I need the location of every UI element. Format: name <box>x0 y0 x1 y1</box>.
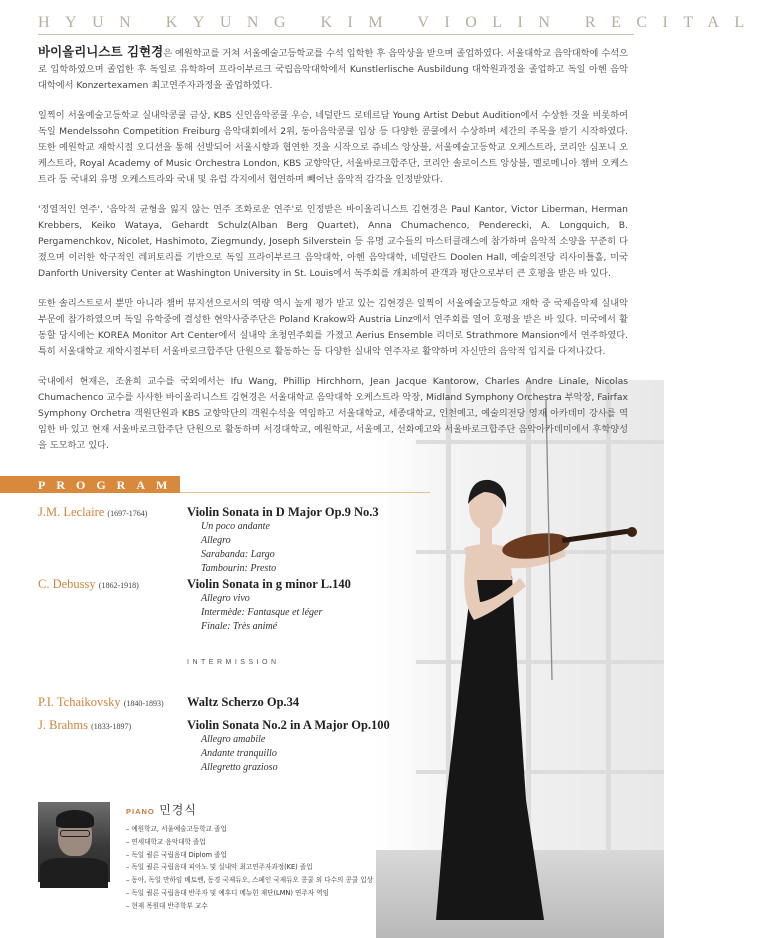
credit-item: – 예원학교, 서울예술고등학교 졸업 <box>126 823 373 836</box>
pianist-credits <box>126 823 373 913</box>
movement: Allegretto grazioso <box>201 762 278 773</box>
violinist-name: 바이올리니스트 김현경 <box>38 44 164 59</box>
credit-item: – 독일 쾰른 국립음대 반주자 및 예후디 메뉴힌 재단(LMN) 연주자 역임 <box>126 887 373 900</box>
movement: Allegro amabile <box>201 734 266 745</box>
pianist-role: PIANO <box>126 807 155 816</box>
header-divider <box>38 34 634 35</box>
movement: Finale: Très animé <box>201 621 278 632</box>
pianist-name: 민경식 <box>159 803 197 817</box>
movement: Andante tranquillo <box>201 748 277 759</box>
movement: Sarabanda: Largo <box>201 549 275 560</box>
pianist-portrait <box>38 802 110 882</box>
credit-item: – 독일 쾰른 국립음대 피아노 및 실내악 최고연주자과정(KE) 졸업 <box>126 861 373 874</box>
credit-item: – 현재 목원대 반주학부 교수 <box>126 900 373 913</box>
movement: Allegro <box>201 535 231 546</box>
work-title: Violin Sonata in g minor L.140 <box>187 577 351 591</box>
program-divider <box>180 492 430 493</box>
movement: Allegro vivo <box>201 593 250 604</box>
movement: Un poco andante <box>201 521 270 532</box>
credit-item: – 동아, 독일 만하임 베토벤, 동경 국제듀오, 스페인 국제듀오 콩쿨 외 다수의 콩쿨 입상 <box>126 874 373 887</box>
composer-tchaikovsky: P.I. Tchaikovsky (1840-1893) <box>38 695 164 709</box>
movement-list <box>201 592 322 634</box>
pianist-heading <box>126 801 197 819</box>
movement-list <box>201 520 276 576</box>
intermission-label: INTERMISSION <box>187 659 280 666</box>
movement: Intermède: Fantasque et léger <box>201 607 323 618</box>
composer-years: (1862-1918) <box>98 581 139 590</box>
composer-years: (1833-1897) <box>91 722 132 731</box>
violinist-biography <box>38 44 628 468</box>
movement: Tambourin: Presto <box>201 563 277 574</box>
composer-years: (1840-1893) <box>123 699 164 708</box>
recital-title: HYUN KYUNG KIM VIOLIN RECITAL <box>38 14 760 31</box>
composer-leclaire: J.M. Leclaire (1697-1764) <box>38 505 148 519</box>
credit-item: – 독일 쾰른 국립음대 Diplom 졸업 <box>126 849 373 862</box>
work-title: Violin Sonata No.2 in A Major Op.100 <box>187 718 390 732</box>
program-heading: PROGRAM <box>38 478 179 492</box>
bio-paragraph: 국내에서 현재은, 조윤희 교수를 국외에서는 Ifu Wang, Phillip Hirchhorn, Jean Jacque Kantorow, Charles Andre Linale, Nicolas Chumachenco 교수를 사사한 바이올리니스트 김현경은 서울대학교 음악대학 오케스트라 악장, Midland Symphony Orchestra 부악장, Fairfax Symphony Orchetra 객원단원과 KBS 교향악단의 객원수석을 역임하고 서울대학교, 세종대학교, 인천예고, 예술의전당 영재 아카데미 강사를 역임한 바 있고 현재 서울바로크합주단 단원으로 활동하며 서경대학교, 예원학교, 서울예고, 선화예고와 서울바로크합주단 음악아카데미에서 후학양성을 도모하고 있다. <box>38 376 628 451</box>
credit-item: – 연세대학교 음악대학 졸업 <box>126 836 373 849</box>
bio-paragraph: 또한 솔리스트로서 뿐만 아니라 챔버 뮤지션으로서의 역량 역시 높게 평가 받고 있는 김현경은 일찍이 서울예술고등학교 재학 중 국제음악제 실내악부문에 참가하였으며 독일 유학중에 결성한 현악사중주단은 Poland Krakow와 Austria Linz에서 연주회를 열어 호평을 받은 바 있다. 미국에서 활동할 당시에는 KOREA Monitor Art Center에서 실내악 초청연주회를 가졌고 Aerius Ensemble 리더로 Strathmore Mansion에서 연주하였다. 특히 서울대학교 재학시절부터 서울바로크합주단 단원으로 활동하는 등 다양한 실내악 연주자로 활약하며 자신만의 음악적 입지를 다져나갔다. <box>38 298 628 357</box>
composer-debussy: C. Debussy (1862-1918) <box>38 577 139 591</box>
work-title: Waltz Scherzo Op.34 <box>187 695 300 709</box>
bio-paragraph: 일찍이 서울예술고등학교 실내악콩쿨 금상, KBS 신인음악콩쿨 우승, 네덜란드 로테르담 Young Artist Debut Audition에서 수상한 것을 비롯하여 독일 Mendelssohn Competition Freiburg 음악대회에서 2위, 동아음악콩쿨 입상 등 다양한 콩쿨에서 수상하며 세간의 주목을 받기 시작하였다. 또한 예원학교 재학시절 오디션을 통해 선발되어 서울시향과 협연한 것을 시작으로 쥬네스 앙상블, 서울예술고등학교 오케스트라, 코리안 심포니 오케스트라, Royal Academy of Music Orchestra London, KBS 교향악단, 서울바로크합주단, 코리안 솔로이스트 앙상블, 멜로메니아 챔버 오케스트라 등 국내외 유명 오케스트라와 국내 및 유럽 각지에서 협연하며 빼어난 음악적 감각을 인정받았다. <box>38 110 628 185</box>
bio-paragraph: '정열적인 연주', '음악적 균형을 잃지 않는 연주 조화로운 연주'로 인정받은 바이올리니스트 김현경은 Paul Kantor, Victor Liberman, Herman Krebbers, Keiko Wataya, Gehardt Schulz(Alban Berg Quartet), Anna Chumachenco, Penderecki, A. Longquich, B. Pergamenchkov, Nicolet, Hashimoto, Ziegmundy, Joseph Silverstein 등 유명 교수들의 마스터클래스에 참가하며 음악적 소양을 꾸준히 다졌으며 이러한 학구적인 레퍼토리를 기반으로 독일 프라이부르크 음악대학, 아헨 음악대학, 네덜란드 Doolen Hall, 예술의전당 리사이틀홀, 미국 Danforth University Center at Washington University in St. Louis에서 독주회를 개최하여 관객과 평단으로부터 큰 호평을 받은 바 있다. <box>38 204 628 279</box>
composer-years: (1697-1764) <box>107 509 148 518</box>
movement-list <box>201 733 278 775</box>
work-title: Violin Sonata in D Major Op.9 No.3 <box>187 505 379 519</box>
bio-paragraph: 바이올리니스트 김현경은 예원학교를 거쳐 서울예술고등학교를 수석 입학한 후 음악상을 받으며 졸업하였다. 서울대학교 음악대학에 수석으로 입학하였으며 졸업한 후 독일로 유학하여 프라이부르크 국립음악대학에서 Kunstlerlische Ausbildung 대학원과정을 졸업하고 독일 아헨 음악대학에서 Konzertexamen 최고연주자과정을 졸업하였다. <box>38 44 628 91</box>
composer-brahms: J. Brahms (1833-1897) <box>38 718 132 732</box>
